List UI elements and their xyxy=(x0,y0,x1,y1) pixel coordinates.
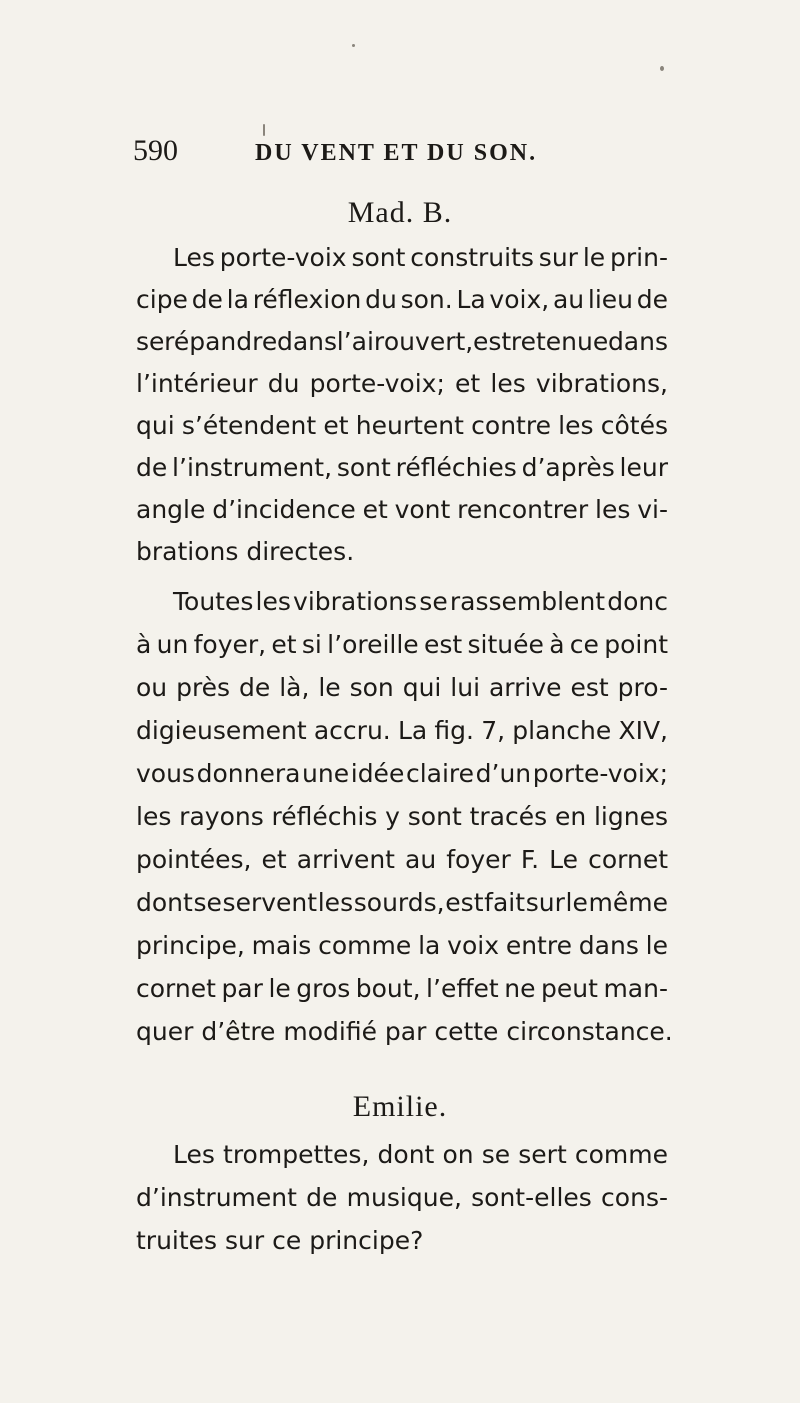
text-line: ou près de là, le son qui lui arrive est pro- xyxy=(136,673,668,702)
text-line: quer d’être modifié par cette circonstance. xyxy=(136,1017,673,1046)
text-line: qui s’étendent et heurtent contre les côtés xyxy=(136,411,668,440)
text-line: vous donnera une idée claire d’un porte-voix; xyxy=(136,759,668,788)
text-line: digieusement accru. La fig. 7, planche XIV, xyxy=(136,716,668,745)
text-line: principe, mais comme la voix entre dans le xyxy=(136,931,669,960)
paper-speck xyxy=(352,44,355,47)
text-line: d’instrument de musique, sont-elles cons- xyxy=(136,1183,668,1212)
text-line: se répandre dans l’air ouvert, est retenue dans xyxy=(136,327,668,356)
page-number: 590 xyxy=(133,134,178,167)
text-line: l’intérieur du porte-voix; et les vibrations, xyxy=(136,369,668,398)
text-line: Toutes les vibrations se rassemblent donc xyxy=(173,587,668,616)
text-line: dont se servent les sourds, est fait sur le même xyxy=(136,888,668,917)
text-line: de l’instrument, sont réfléchies d’après leur xyxy=(136,453,668,482)
text-line: Les porte-voix sont construits sur le prin- xyxy=(173,243,668,272)
running-title: DU VENT ET DU SON. xyxy=(255,140,538,166)
page-header xyxy=(133,134,653,174)
text-line: Les trompettes, dont on se sert comme xyxy=(173,1140,668,1169)
text-line: truites sur ce principe? xyxy=(136,1226,424,1255)
text-line: pointées, et arrivent au foyer F. Le cornet xyxy=(136,845,668,874)
paper-speck xyxy=(263,124,265,136)
text-line: à un foyer, et si l’oreille est située à ce point xyxy=(136,630,668,659)
speaker-heading-mad-b: Mad. B. xyxy=(347,196,453,229)
text-line: cornet par le gros bout, l’effet ne peut man- xyxy=(136,974,668,1003)
text-line: cipe de la réflexion du son. La voix, au lieu de xyxy=(136,285,668,314)
speaker-heading-emilie: Emilie. xyxy=(352,1090,448,1123)
text-line: les rayons réfléchis y sont tracés en lignes xyxy=(136,802,668,831)
text-line: angle d’incidence et vont rencontrer les vi- xyxy=(136,495,668,524)
text-line: brations directes. xyxy=(136,537,355,566)
paper-speck xyxy=(660,66,664,71)
